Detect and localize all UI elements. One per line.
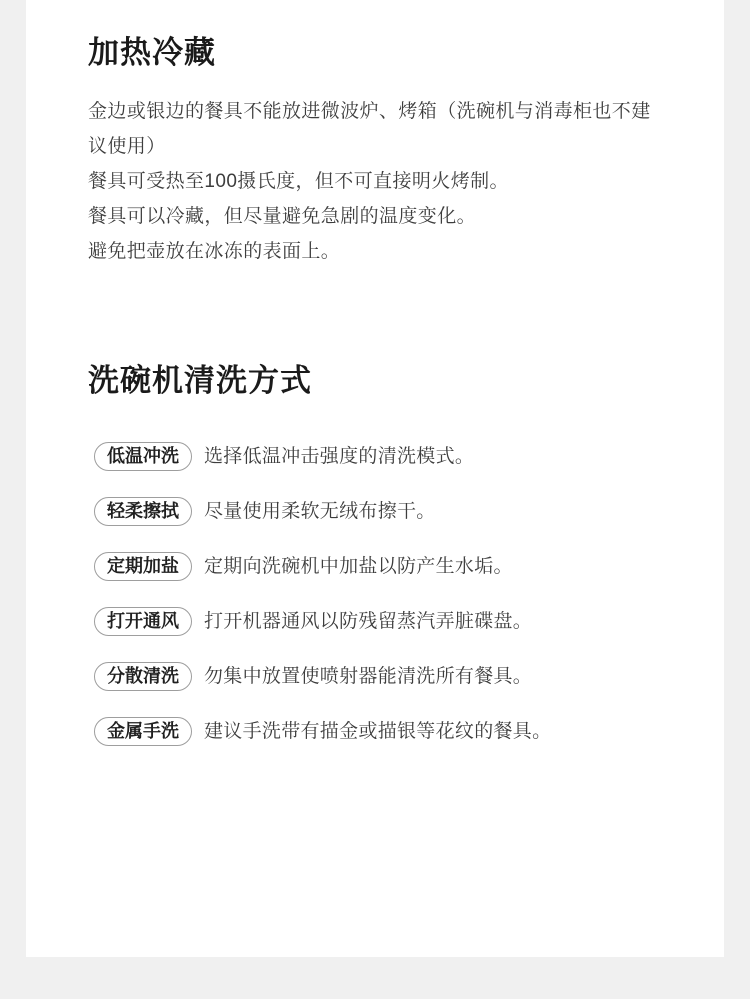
- dishwasher-tip-list: [88, 442, 662, 746]
- list-item: [88, 552, 662, 581]
- dishwasher-section-title: 洗碗机清洗方式: [88, 363, 312, 398]
- page-left-margin: [0, 0, 26, 999]
- tip-text: 尽量使用柔软无绒布擦干。: [204, 500, 436, 522]
- tip-text: 打开机器通风以防残留蒸汽弄脏碟盘。: [204, 610, 533, 632]
- tip-tag: 定期加盐: [94, 552, 192, 581]
- heating-section-title: 加热冷藏: [88, 35, 216, 70]
- heating-paragraph: 金边或银边的餐具不能放进微波炉、烤箱（洗碗机与消毒柜也不建议使用）: [88, 101, 651, 157]
- tip-tag: 轻柔擦拭: [94, 497, 192, 526]
- tip-text: 勿集中放置使喷射器能清洗所有餐具。: [204, 665, 533, 687]
- page-bottom-margin: [0, 957, 750, 999]
- content-card: [26, 0, 724, 957]
- list-item: [88, 497, 662, 526]
- tip-text: 选择低温冲击强度的清洗模式。: [204, 445, 475, 467]
- heating-paragraph: 餐具可以冷藏，但尽量避免急剧的温度变化。: [88, 206, 477, 227]
- tip-text: 定期向洗碗机中加盐以防产生水垢。: [204, 555, 513, 577]
- list-item: [88, 442, 662, 471]
- heating-paragraph: 餐具可受热至100摄氏度，但不可直接明火烤制。: [88, 171, 509, 192]
- tip-tag: 金属手洗: [94, 717, 192, 746]
- list-item: [88, 717, 662, 746]
- tip-tag: 打开通风: [94, 607, 192, 636]
- heating-paragraph: 避免把壶放在冰冻的表面上。: [88, 241, 341, 262]
- heating-paragraph-list: [88, 94, 662, 269]
- page-right-margin: [724, 0, 750, 999]
- list-item: [88, 662, 662, 691]
- tip-tag: 低温冲洗: [94, 442, 192, 471]
- list-item: [88, 607, 662, 636]
- tip-tag: 分散清洗: [94, 662, 192, 691]
- tip-text: 建议手洗带有描金或描银等花纹的餐具。: [204, 720, 552, 742]
